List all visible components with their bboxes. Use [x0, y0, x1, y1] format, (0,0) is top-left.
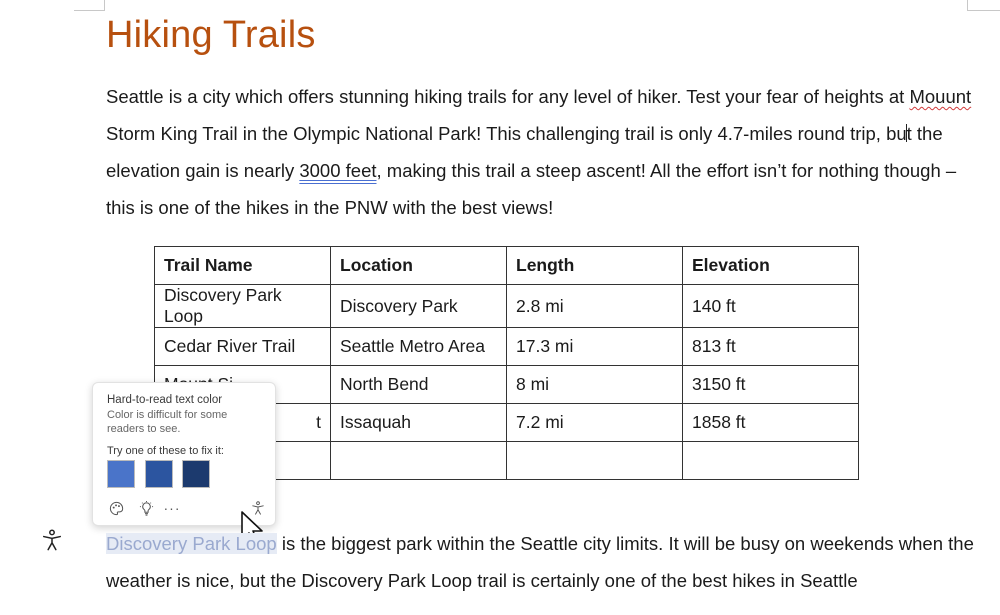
- table-cell[interactable]: North Bend: [331, 366, 507, 404]
- paragraph-text: the elevation gain is nearly: [106, 123, 943, 181]
- table-header-row: [155, 247, 859, 285]
- lightbulb-icon[interactable]: [137, 499, 155, 517]
- accessibility-suggestion-popup: [92, 382, 276, 526]
- header-length[interactable]: Length: [507, 247, 683, 285]
- popup-description: Color is difficult for some readers to see.: [107, 409, 228, 435]
- table-cell[interactable]: Cedar River Trail: [155, 328, 331, 366]
- paragraph-text: , making this trail a steep ascent! All the effort isn’t for nothing though – this is one of the hikes in the PNW with the best views!: [106, 160, 957, 218]
- table-cell[interactable]: [683, 442, 859, 480]
- table-cell[interactable]: 7.2 mi: [507, 404, 683, 442]
- table-cell[interactable]: t: [155, 404, 331, 442]
- table-row: [155, 328, 859, 366]
- document-heading: Hiking Trails: [106, 14, 316, 56]
- paragraph-text: t: [906, 123, 912, 144]
- table-row: [155, 285, 859, 328]
- table-cell[interactable]: 8 mi: [507, 366, 683, 404]
- paragraph-text: Storm King Trail in the Olympic National Park! This challenging trail is only 4.7-miles round trip,: [106, 123, 887, 144]
- misspelled-word[interactable]: Mouunt: [909, 86, 972, 107]
- header-trail-name[interactable]: Trail Name: [155, 247, 331, 285]
- paragraph-intro[interactable]: [106, 78, 976, 226]
- table-cell[interactable]: Discovery Park: [331, 285, 507, 328]
- table-cell[interactable]: Discovery Park Loop: [155, 285, 331, 328]
- color-swatch-option[interactable]: [145, 460, 173, 488]
- table-cell[interactable]: Issaquah: [331, 404, 507, 442]
- paragraph-text: is the biggest park within the Seattle city limits. It will be busy on weekends when the weather is nice, but the Discovery Park Loop trail is certainly one of the best hikes in Seattle: [106, 533, 974, 591]
- header-elevation[interactable]: Elevation: [683, 247, 859, 285]
- table-cell[interactable]: 813 ft: [683, 328, 859, 366]
- color-swatch-option[interactable]: [182, 460, 210, 488]
- table-cell[interactable]: [331, 442, 507, 480]
- paragraph-discovery[interactable]: [106, 525, 976, 599]
- grammar-flag[interactable]: 3000 feet: [299, 160, 377, 181]
- paragraph-text: Seattle is a city which offers stunning hiking trails for any level of hiker. Test your fear of heights at: [106, 86, 910, 107]
- table-cell[interactable]: 17.3 mi: [507, 328, 683, 366]
- table-cell[interactable]: 1858 ft: [683, 404, 859, 442]
- table-cell[interactable]: Seattle Metro Area: [331, 328, 507, 366]
- accessibility-icon[interactable]: [41, 529, 63, 551]
- paragraph-text: bu: [886, 123, 907, 144]
- page-corner-mark-right: [967, 0, 1000, 11]
- table-cell[interactable]: 2.8 mi: [507, 285, 683, 328]
- page-corner-mark-left: [74, 0, 105, 11]
- flagged-text-selection[interactable]: Discovery Park Loop: [106, 533, 277, 554]
- popup-title: Hard-to-read text color: [107, 394, 223, 406]
- color-swatch-option[interactable]: [107, 460, 135, 488]
- table-cell[interactable]: 3150 ft: [683, 366, 859, 404]
- palette-icon[interactable]: [107, 499, 125, 517]
- table-cell[interactable]: 140 ft: [683, 285, 859, 328]
- header-location[interactable]: Location: [331, 247, 507, 285]
- table-cell[interactable]: [507, 442, 683, 480]
- popup-try-label: Try one of these to fix it:: [107, 445, 224, 457]
- more-options-button[interactable]: ···: [163, 500, 181, 516]
